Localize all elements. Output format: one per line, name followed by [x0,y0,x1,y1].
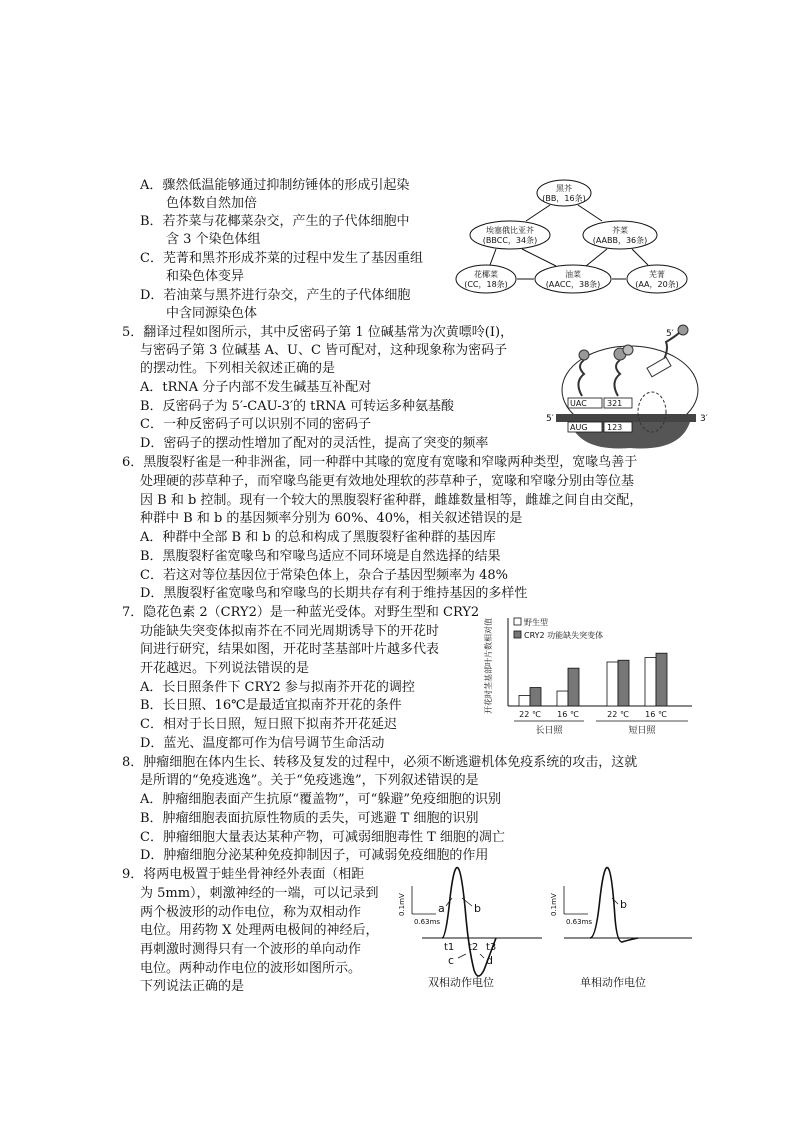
x-tick-label-2: 22 ℃ [607,710,629,719]
q4-option-d-cont: 中含同源染色体 [166,306,258,321]
mono-label-b: b [620,898,627,911]
q4-option-c-cont: 和染色体变异 [166,269,245,284]
translation-diagram [540,322,710,454]
wujing-name: 芜菁 [649,270,665,279]
q9-stem-4: 电位。用药物 X 处理两电极间的神经后， [140,923,379,938]
label-c: c [448,954,455,967]
label-t3: t3 [486,942,497,953]
codon-numbers: 123 [607,423,623,432]
q4-option-a: A．骤然低温能够通过抑制纺锤体的形成引起染 [140,178,410,193]
q6-stem-1: 6．黑腹裂籽雀是一种非洲雀，同一种群中其喙的宽度有宽喙和窄喙两种类型，宽喙鸟善于 [122,455,638,470]
q5-option-a: A．tRNA 分子内部不发生碱基互补配对 [140,380,372,395]
monophasic-x-scale: 0.63ms [566,918,593,926]
q6-stem-2: 处理硬的莎草种子，而窄喙鸟能更有效地处理软的莎草种子，宽喙和窄喙分别由等位基 [140,474,635,489]
q6-option-c: C．若这对等位基因位于常染色体上，杂合子基因型频率为 48% [140,568,508,583]
legend-swatch-wildtype [514,618,521,625]
label-d: d [486,954,493,967]
jiecai-info: (AABB，36条) [592,236,648,245]
heijie-name: 黑芥 [556,184,572,193]
bar-mutant-0 [530,688,541,706]
youcai-name: 油菜 [565,270,581,279]
species-diagram [452,178,692,298]
anticodon-numbers: 321 [607,399,623,408]
huayecai-name: 花椰菜 [474,270,498,279]
mrna-3prime: 3′ [700,414,708,424]
label-a: a [438,902,445,915]
q9-stem-2: 为 5mm），刺激神经的一端，可以记录到 [140,886,379,901]
q7-option-a: A．长日照条件下 CRY2 参与拟南芥开花的调控 [140,680,415,695]
caption-biphasic: 双相动作电位 [428,976,494,989]
q4-option-a-cont: 色体数自然加倍 [166,196,258,211]
q8-option-b: B．肿瘤细胞表面抗原性物质的丢失，可逃避 T 细胞的识别 [140,811,479,826]
q9-stem-6: 电位。两种动作电位的波形如图所示。 [140,961,362,976]
bar-wildtype-0 [519,695,530,706]
monophasic-y-scale: 0.1mV [550,893,558,916]
q8-option-a: A．肿瘤细胞表面产生抗原“覆盖物”，可“躲避”免疫细胞的识别 [140,792,501,807]
x-tick-label-1: 16 ℃ [557,710,579,719]
q7-stem-3: 间进行研究，结果如图，开花时茎基部叶片越多代表 [140,642,440,657]
q5-option-b: B．反密码子为 5′-CAU-3′的 tRNA 可转运多种氨基酸 [140,399,455,414]
q4-option-b-cont: 含 3 个染色体组 [166,232,261,247]
aisaiebiya-info: (BBCC，34条) [482,236,538,245]
biphasic-x-scale: 0.63ms [414,918,441,926]
huayecai-info: (CC，18条) [464,280,508,289]
bar-wildtype-1 [557,691,568,706]
label-t1: t1 [444,942,455,953]
trna-5prime: 5′ [666,329,674,339]
q8-stem-2: 是所谓的“免疫逃逸”。关于“免疫逃逸”，下列叙述错误的是 [140,773,479,788]
label-b: b [474,902,481,915]
q7-option-d: D．蓝光、温度都可作为信号调节生命活动 [140,736,385,751]
bar-wildtype-2 [607,662,618,706]
q6-stem-4: 种群中 B 和 b 的基因频率分别为 60%、40%，相关叙述错误的是 [140,511,523,526]
q6-option-a: A．种群中全部 B 和 b 的总和构成了黑腹裂籽雀种群的基因库 [140,530,496,545]
q7-option-c: C．相对于长日照，短日照下拟南芥开花延迟 [140,717,397,732]
mrna-5prime: 5′ [546,414,554,424]
q9-stem-5: 再刺激时测得只有一个波形的单向动作 [140,942,362,957]
bar-mutant-3 [656,653,667,706]
q5-stem-1: 5．翻译过程如图所示，其中反密码子第 1 位碱基常为次黄嘌呤(I)， [122,325,514,340]
q9-stem-1: 9．将两电极置于蛙坐骨神经外表面（相距 [122,867,365,882]
aisaiebiya-name: 埃塞俄比亚芥 [486,226,534,235]
monophasic-action-potential [552,858,702,994]
q8-option-d: D．肿瘤细胞分泌某种免疫抑制因子，可减弱免疫细胞的作用 [140,848,489,863]
q5-stem-3: 的摆动性。下列相关叙述正确的是 [140,361,336,376]
q8-stem-1: 8．肿瘤细胞在体内生长、转移及复发的过程中，必须不断逃避机体免疫系统的攻击，这就 [122,755,638,770]
jiecai-name: 芥菜 [612,226,628,235]
flowering-bar-chart [478,610,700,742]
q7-stem-1: 7．隐花色素 2（CRY2）是一种蓝光受体。对野生型和 CRY2 [122,605,480,620]
q7-stem-2: 功能缺失突变体拟南芥在不同光周期诱导下的开花时 [140,624,440,639]
q4-option-b: B．若芥菜与花椰菜杂交，产生的子代体细胞中 [140,214,410,229]
group-label-long-day: 长日照 [535,726,563,736]
x-tick-label-0: 22 ℃ [519,710,541,719]
q5-option-d: D．密码子的摆动性增加了配对的灵活性，提高了突变的频率 [140,436,489,451]
q5-stem-2: 与密码子第 3 位碱基 A、U、C 皆可配对，这种现象称为密码子 [140,343,508,358]
q6-option-b: B．黑腹裂籽雀宽喙鸟和窄喙鸟适应不同环境是自然选择的结果 [140,549,501,564]
biphasic-action-potential [392,858,552,994]
caption-monophasic: 单相动作电位 [580,976,646,989]
group-label-short-day: 短日照 [628,726,656,736]
wujing-info: (AA，20条) [635,280,679,289]
anticodon-text: UAC [570,399,587,408]
heijie-info: (BB，16条) [542,194,586,203]
q9-stem-7: 下列说法正确的是 [140,979,245,994]
legend-swatch-mutant [514,631,521,638]
chart-y-axis-label: 开花时茎基部叶片数相对值 [484,618,493,714]
q7-stem-4: 开花越迟。下列说法错误的是 [140,661,310,676]
q9-stem-3: 两个极波形的动作电位，称为双相动作 [140,905,362,920]
youcai-info: (AACC，38条) [545,280,601,289]
q8-option-c: C．肿瘤细胞大量表达某种产物，可减弱细胞毒性 T 细胞的凋亡 [140,830,505,845]
bar-mutant-1 [568,668,579,706]
x-tick-label-3: 16 ℃ [645,710,667,719]
legend-label-mutant: CRY2 功能缺失突变体 [524,631,604,640]
q5-option-c: C．一种反密码子可以识别不同的密码子 [140,417,371,432]
q6-option-d: D．黑腹裂籽雀宽喙鸟和窄喙鸟的长期共存有利于维持基因的多样性 [140,586,528,601]
biphasic-y-scale: 0.1mV [398,893,406,916]
q7-option-b: B．长日照、16℃是最适宜拟南芥开花的条件 [140,698,402,713]
bar-mutant-2 [618,660,629,706]
q4-option-d: D．若油菜与黑芥进行杂交，产生的子代体细胞 [140,288,411,303]
bar-wildtype-3 [645,658,656,706]
label-t2: t2 [468,942,479,953]
q6-stem-3: 因 B 和 b 控制。现有一个较大的黑腹裂籽雀种群，雌雄数量相等，雌雄之间自由交配， [140,493,643,508]
legend-label-wildtype: 野生型 [524,618,548,627]
q4-option-c: C．芜菁和黑芥形成芥菜的过程中发生了基因重组 [140,251,423,266]
codon-text: AUG [570,423,588,432]
